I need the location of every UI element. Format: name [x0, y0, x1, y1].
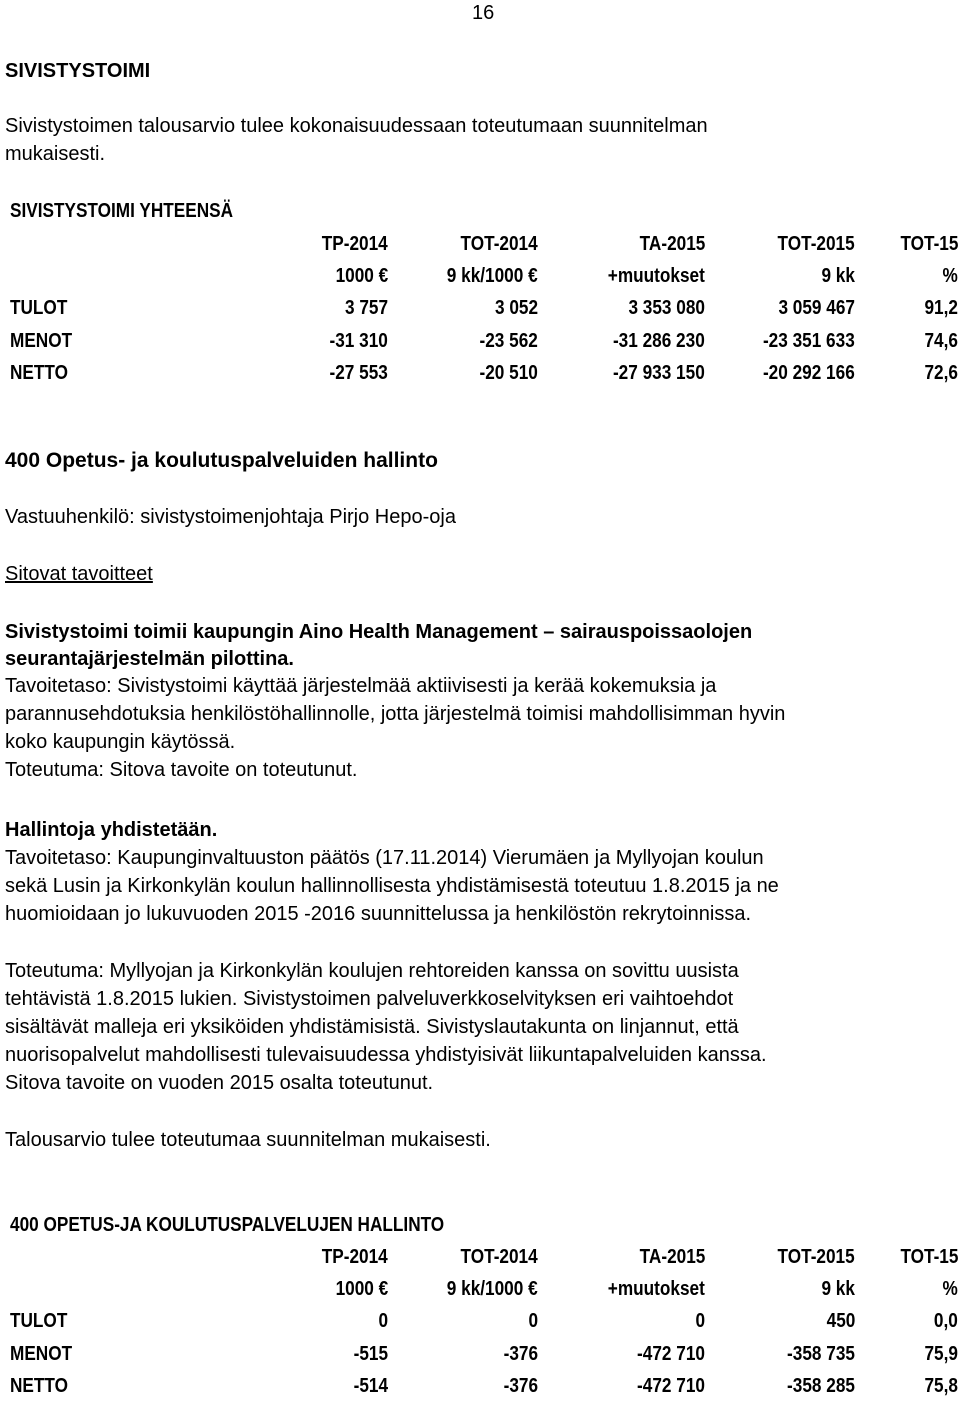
table-cell: -472 710 [637, 1375, 705, 1397]
goal1 [5, 618, 955, 784]
goal1-title: Sivistystoimi toimii kaupungin Aino Health Management – sairauspoissaolojen [5, 621, 753, 643]
col-unit: 9 kk [821, 265, 855, 287]
goal1-target: koko kaupungin käytössä. [5, 731, 236, 753]
row-label: NETTO [10, 1375, 68, 1397]
col-unit: 9 kk/1000 € [447, 265, 538, 287]
table-cell: 3 757 [344, 297, 388, 319]
goal1-target: parannusehdotuksia henkilöstöhallinnolle, jotta järjestelmä toimisi mahdollisimman hyvin [5, 703, 786, 725]
goal1-result: Toteutuma: Sitova tavoite on toteutunut. [5, 759, 358, 781]
table-cell: -358 285 [787, 1375, 855, 1397]
col-header: TA-2015 [639, 1246, 705, 1268]
table-row [10, 1307, 960, 1335]
section-title: 400 Opetus- ja koulutuspalveluiden hallinto [5, 449, 438, 472]
table-cell: 3 059 467 [778, 297, 855, 319]
table-cell: -515 [353, 1343, 388, 1365]
goal1-target: Tavoitetaso: Sivistystoimi käyttää järjestelmää aktiivisesti ja kerää kokemuksia ja [5, 675, 717, 697]
table1-unit-row [10, 262, 960, 290]
table-cell: 75,8 [924, 1375, 958, 1397]
row-label: NETTO [10, 362, 68, 384]
goal2-result-line: Sitova tavoite on vuoden 2015 osalta toteutunut. [5, 1072, 434, 1094]
col-header: TOT-2014 [460, 233, 538, 255]
intro-line: Sivistystoimen talousarvio tulee kokonaisuudessaan toteutumaan suunnitelman [5, 115, 708, 137]
row-label: TULOT [10, 1310, 68, 1332]
table-cell: 0 [378, 1310, 388, 1332]
col-unit: 9 kk/1000 € [447, 1278, 538, 1300]
page-title: SIVISTYSTOIMI [5, 60, 151, 82]
intro-paragraph [5, 112, 955, 168]
table-cell: 3 052 [494, 297, 538, 319]
table-cell: -31 310 [329, 330, 388, 352]
table-cell: -23 562 [479, 330, 538, 352]
col-header: TOT-2014 [460, 1246, 538, 1268]
col-header: TOT-15 [900, 1246, 958, 1268]
goal2 [5, 816, 955, 928]
table1-header-row [10, 230, 960, 258]
table-cell: -472 710 [637, 1343, 705, 1365]
responsible-person: Vastuuhenkilö: sivistystoimenjohtaja Pirjo Hepo-oja [5, 506, 456, 528]
table-cell: -23 351 633 [763, 330, 855, 352]
goal2-result-line: nuorisopalvelut mahdollisesti tulevaisuudessa yhdistyisivät liikuntapalveluiden kanssa. [5, 1044, 767, 1066]
table-cell: 91,2 [924, 297, 958, 319]
table-cell: 3 353 080 [628, 297, 705, 319]
col-unit: % [942, 1278, 958, 1300]
goal2-result-line: Toteutuma: Myllyojan ja Kirkonkylän koulujen rehtoreiden kanssa on sovittu uusista [5, 960, 739, 982]
col-header: TA-2015 [639, 233, 705, 255]
page-number: 16 [472, 2, 495, 24]
table-cell: 75,9 [924, 1343, 958, 1365]
goal2-title: Hallintoja yhdistetään. [5, 819, 218, 841]
goal2-result-line: tehtävistä 1.8.2015 lukien. Sivistystoimen palveluverkkoselvityksen eri vaihtoehdot [5, 988, 734, 1010]
row-label: TULOT [10, 297, 68, 319]
intro-line: mukaisesti. [5, 143, 106, 165]
row-label: MENOT [10, 1343, 73, 1365]
table-cell: -358 735 [787, 1343, 855, 1365]
budget-note: Talousarvio tulee toteutumaa suunnitelman mukaisesti. [5, 1129, 491, 1151]
table2-unit-row [10, 1275, 960, 1303]
col-header: TP-2014 [322, 1246, 388, 1268]
table-cell: -20 510 [479, 362, 538, 384]
table-cell: 0 [695, 1310, 705, 1332]
table-row [10, 1340, 960, 1368]
table-row [10, 294, 960, 322]
col-header: TOT-2015 [777, 233, 855, 255]
table-cell: -20 292 166 [763, 362, 855, 384]
table-cell: 74,6 [924, 330, 958, 352]
table-cell: -27 553 [329, 362, 388, 384]
table-cell: -376 [503, 1375, 538, 1397]
col-header: TOT-2015 [777, 1246, 855, 1268]
goal2-target: Tavoitetaso: Kaupunginvaltuuston päätös (17.11.2014) Vierumäen ja Myllyojan koulun [5, 847, 764, 869]
col-unit: 9 kk [821, 1278, 855, 1300]
col-header: TP-2014 [322, 233, 388, 255]
table-row [10, 327, 960, 355]
goal2-result [5, 957, 955, 1097]
table-row [10, 359, 960, 387]
table-cell: -376 [503, 1343, 538, 1365]
goal2-target: sekä Lusin ja Kirkonkylän koulun hallinnollisesta yhdistämisestä toteutuu 1.8.2015 ja ne [5, 875, 779, 897]
col-unit: +muutokset [607, 265, 705, 287]
table2-header-row [10, 1243, 960, 1271]
col-unit: % [942, 265, 958, 287]
col-unit: 1000 € [335, 265, 388, 287]
table-row [10, 1372, 960, 1400]
binding-goals-heading: Sitovat tavoitteet [5, 563, 153, 585]
col-unit: +muutokset [607, 1278, 705, 1300]
table1-title: SIVISTYSTOIMI YHTEENSÄ [10, 200, 234, 222]
goal2-result-line: sisältävät malleja eri yksiköiden yhdistämisistä. Sivistyslautakunta on linjannut, että [5, 1016, 739, 1038]
goal2-target: huomioidaan jo lukuvuoden 2015 -2016 suunnittelussa ja henkilöstön rekrytoinnissa. [5, 903, 752, 925]
table-cell: 0 [528, 1310, 538, 1332]
table-cell: -27 933 150 [613, 362, 705, 384]
table-cell: -31 286 230 [613, 330, 705, 352]
table-cell: 72,6 [924, 362, 958, 384]
table-cell: -514 [353, 1375, 388, 1397]
table2-title: 400 OPETUS-JA KOULUTUSPALVELUJEN HALLINTO [10, 1214, 445, 1236]
col-header: TOT-15 [900, 233, 958, 255]
row-label: MENOT [10, 330, 73, 352]
table-cell: 0,0 [934, 1310, 958, 1332]
goal1-title: seurantajärjestelmän pilottina. [5, 648, 294, 670]
col-unit: 1000 € [335, 1278, 388, 1300]
table-cell: 450 [826, 1310, 855, 1332]
